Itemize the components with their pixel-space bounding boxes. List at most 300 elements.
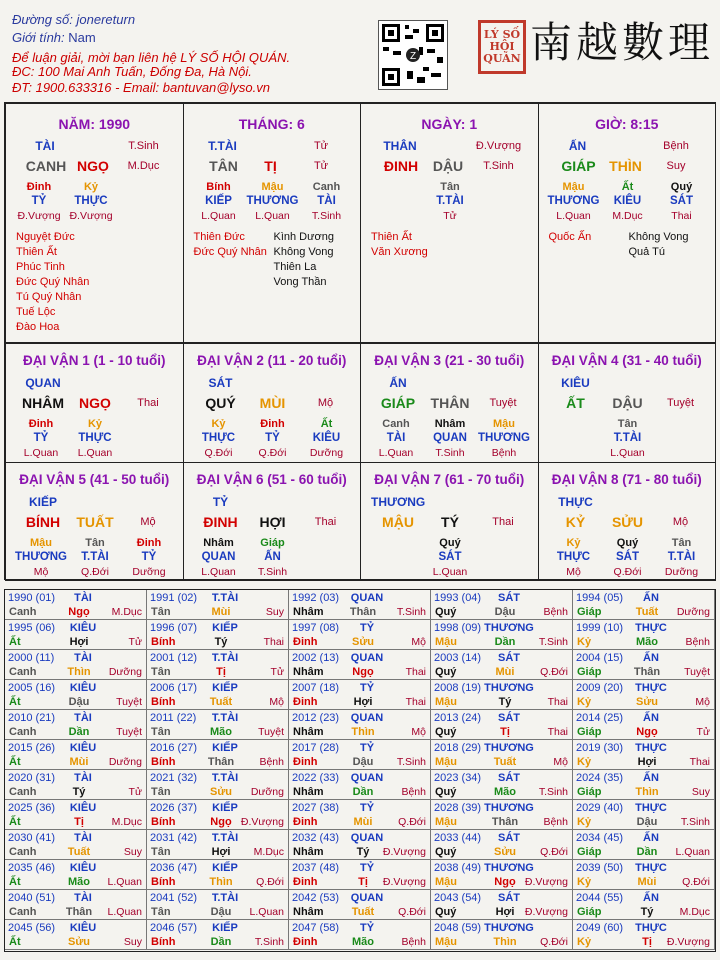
- year-cell: [289, 830, 431, 860]
- auspicious-star: Thiên Đức: [193, 231, 245, 243]
- star-list: [194, 230, 267, 260]
- year-stem: Kỷ: [577, 636, 592, 648]
- pillar-title: NGÀY: 1: [421, 116, 478, 132]
- year-label: 2004 (15): [576, 652, 624, 664]
- year-cell: [5, 800, 147, 830]
- year-cell: [289, 650, 431, 680]
- svg-text:Z: Z: [409, 51, 417, 62]
- year-label: 2047 (58): [292, 922, 340, 934]
- hidden-stem: Đinh: [260, 418, 285, 430]
- year-cell: [5, 920, 147, 950]
- earthly-branch: TÝ: [441, 514, 459, 530]
- year-branch: Tý: [640, 906, 654, 918]
- hidden-god: THỰC: [78, 432, 112, 444]
- dai-van-title: ĐẠI VẬN 7 (61 - 70 tuổi): [374, 472, 525, 487]
- year-label: 2000 (11): [8, 652, 55, 664]
- hidden-stage: Bệnh: [491, 447, 517, 459]
- hidden-stage: Thai: [671, 210, 692, 222]
- dai-van-title: ĐẠI VẬN 2 (11 - 20 tuổi): [197, 353, 347, 368]
- hidden-stem: Tân: [671, 537, 692, 549]
- year-stage: Thai: [547, 696, 568, 708]
- year-cell: [5, 620, 147, 650]
- year-label: 2002 (13): [292, 652, 340, 664]
- auspicious-star: Tuế Lộc: [16, 306, 56, 318]
- year-god: THỰC: [635, 682, 667, 694]
- year-stage: Tử: [128, 636, 142, 648]
- year-label: 2007 (18): [292, 682, 340, 694]
- year-label: 2019 (30): [576, 742, 624, 754]
- year-cell: [573, 650, 715, 680]
- dai-van-cell: [360, 462, 539, 581]
- heavenly-stem: KỶ: [565, 514, 586, 530]
- year-stage: Đ.Vượng: [666, 936, 710, 948]
- year-stem: Ất: [9, 756, 21, 768]
- earthly-branch: DẬU: [432, 158, 464, 174]
- ten-god: SÁT: [208, 376, 233, 390]
- year-stem: Bính: [151, 636, 176, 648]
- year-label: 2003 (14): [434, 652, 482, 664]
- hidden-stage: Q.Đới: [613, 566, 642, 578]
- year-stage: Đ.Vượng: [524, 906, 568, 918]
- year-branch: Tị: [500, 726, 510, 738]
- year-branch: Tý: [72, 786, 86, 798]
- heavenly-stem: GIÁP: [561, 158, 596, 174]
- ten-god: THÂN: [383, 139, 417, 153]
- hidden-god: T.TÀI: [436, 195, 464, 207]
- year-cell: [573, 860, 715, 890]
- year-branch: Thìn: [209, 876, 233, 888]
- year-stem: Ất: [9, 936, 21, 948]
- year-stage: Tử: [270, 666, 284, 678]
- year-stage: Đ.Vượng: [382, 876, 426, 888]
- hidden-god: KIÊU: [312, 432, 341, 444]
- year-branch: Hợi: [637, 756, 657, 768]
- hidden-stem: Ất: [621, 181, 634, 193]
- earthly-branch: THÌN: [609, 158, 642, 174]
- year-label: 2049 (60): [576, 922, 624, 934]
- year-god: KIÊU: [69, 682, 97, 694]
- annual-grid: [4, 589, 716, 952]
- brand-logo: 南越數理: [530, 18, 715, 67]
- year-stage: Dưỡng: [108, 666, 142, 678]
- hidden-stage: Q.Đới: [81, 566, 109, 578]
- year-cell: [5, 650, 147, 680]
- year-god: SÁT: [498, 652, 520, 664]
- year-stage: Dưỡng: [676, 606, 710, 618]
- pillar-cell: [360, 103, 539, 343]
- year-god: TỶ: [359, 622, 375, 634]
- year-cell: [147, 800, 289, 830]
- hidden-stem: Quý: [616, 537, 639, 549]
- year-god: KIẾP: [212, 922, 238, 934]
- year-god: TỶ: [359, 682, 375, 694]
- address-line: ĐC: 100 Mai Anh Tuấn, Đống Đa, Hà Nội.: [12, 64, 252, 79]
- year-god: T.TÀI: [211, 892, 239, 904]
- year-god: TÀI: [74, 832, 92, 844]
- year-cell: [289, 770, 431, 800]
- year-stage: Bệnh: [543, 816, 568, 828]
- chart-panel: [4, 102, 716, 580]
- life-stage: Mộ: [140, 516, 156, 528]
- hidden-stage: Đ.Vượng: [69, 210, 113, 222]
- year-stage: T.Sinh: [680, 816, 710, 828]
- year-label: 2046 (57): [150, 922, 198, 934]
- year-stage: Q.Đới: [682, 876, 710, 888]
- year-stage: Q.Đới: [398, 906, 426, 918]
- year-label: 2015 (26): [8, 742, 56, 754]
- ten-god: KIẾP: [28, 495, 57, 509]
- auspicious-star: Đức Quý Nhân: [16, 276, 90, 288]
- year-stem: Quý: [435, 666, 457, 678]
- year-god: ẤN: [643, 832, 659, 844]
- year-branch: Hợi: [69, 636, 89, 648]
- year-stem: Tân: [151, 726, 171, 738]
- year-stem: Mậu: [435, 816, 457, 828]
- inauspicious-star: Thiên La: [273, 261, 317, 273]
- year-cell: [147, 770, 289, 800]
- year-stem: Quý: [435, 786, 457, 798]
- year-god: KIÊU: [69, 622, 97, 634]
- hidden-god: QUAN: [433, 432, 467, 444]
- year-label: 1999 (10): [576, 622, 624, 634]
- year-stem: Tân: [151, 666, 171, 678]
- year-god: TỶ: [359, 802, 375, 814]
- year-stage: M.Dục: [111, 816, 142, 828]
- year-stem: Tân: [151, 786, 171, 798]
- year-cell: [431, 890, 573, 920]
- year-branch: Tuất: [351, 906, 375, 918]
- year-label: 2036 (47): [150, 862, 198, 874]
- year-stage: Bệnh: [543, 606, 568, 618]
- hidden-stage: Q.Đới: [258, 447, 287, 459]
- year-stage: Dưỡng: [250, 786, 284, 798]
- year-branch: Ngọ: [352, 666, 374, 678]
- year-branch: Thân: [633, 666, 661, 678]
- life-stage: Mộ: [672, 516, 689, 528]
- year-god: SÁT: [498, 772, 520, 784]
- hidden-stem: Mậu: [30, 537, 52, 549]
- hidden-stem: Canh: [382, 418, 410, 430]
- year-label: 2027 (38): [292, 802, 340, 814]
- year-branch: Mão: [352, 936, 374, 948]
- year-branch: Dần: [636, 846, 658, 858]
- year-cell: [289, 740, 431, 770]
- dai-van-cell: [5, 462, 184, 581]
- year-stem: Tân: [151, 906, 171, 918]
- hidden-stage: M.Dục: [612, 210, 643, 222]
- year-label: 2024 (35): [576, 772, 624, 784]
- year-branch: Tị: [358, 876, 368, 888]
- life-stage: Tử: [313, 140, 329, 152]
- year-stage: Mộ: [695, 696, 710, 708]
- year-god: KIẾP: [212, 622, 238, 634]
- year-cell: [431, 620, 573, 650]
- year-branch: Mão: [210, 726, 232, 738]
- year-cell: [431, 770, 573, 800]
- year-stem: Kỷ: [577, 696, 592, 708]
- year-god: SÁT: [498, 712, 520, 724]
- year-stage: Q.Đới: [540, 936, 568, 948]
- year-label: 2033 (44): [434, 832, 482, 844]
- year-label: 2006 (17): [150, 682, 198, 694]
- year-stage: Q.Đới: [398, 816, 426, 828]
- dai-van-cell: [183, 462, 362, 581]
- pillar-title: NĂM: 1990: [58, 116, 131, 132]
- year-god: KIÊU: [69, 862, 97, 874]
- year-label: 2005 (16): [8, 682, 56, 694]
- year-stage: M.Dục: [679, 906, 710, 918]
- year-label: 1995 (06): [8, 622, 56, 634]
- earthly-branch: MÙI: [259, 395, 286, 411]
- year-god: T.TÀI: [211, 832, 239, 844]
- seal-stamp: LÝ SỐ HỘI QUÁN: [478, 20, 526, 74]
- hidden-stem: Kỷ: [83, 181, 99, 193]
- year-stage: Tuyệt: [258, 726, 284, 738]
- hidden-god: KIÊU: [613, 195, 642, 207]
- year-cell: [147, 590, 289, 620]
- dai-van-title: ĐẠI VẬN 8 (71 - 80 tuổi): [551, 472, 702, 487]
- year-stem: Bính: [151, 876, 176, 888]
- year-branch: Sửu: [209, 786, 233, 798]
- hidden-god: THƯƠNG: [478, 432, 530, 444]
- year-label: 1996 (07): [150, 622, 198, 634]
- year-stage: L.Quan: [249, 906, 284, 918]
- year-label: 2029 (40): [576, 802, 624, 814]
- inauspicious-star: Không Vong: [628, 231, 689, 243]
- year-label: 2044 (55): [576, 892, 624, 904]
- hidden-stem: Bính: [206, 181, 231, 193]
- year-cell: [5, 890, 147, 920]
- year-stage: Đ.Vượng: [240, 816, 284, 828]
- year-cell: [289, 800, 431, 830]
- year-branch: Ngọ: [636, 726, 658, 738]
- year-branch: Dần: [352, 786, 374, 798]
- star-list: [16, 230, 89, 335]
- year-stage: T.Sinh: [254, 936, 284, 948]
- heavenly-stem: ẤT: [566, 395, 585, 411]
- year-stem: Canh: [9, 846, 37, 858]
- hidden-stage: T.Sinh: [311, 210, 342, 222]
- hidden-god: SÁT: [438, 551, 462, 563]
- year-stem: Giáp: [577, 906, 602, 918]
- hidden-stage: Dưỡng: [309, 447, 344, 459]
- year-label: 2038 (49): [434, 862, 482, 874]
- year-cell: [573, 710, 715, 740]
- year-label: 2025 (36): [8, 802, 56, 814]
- year-branch: Mão: [494, 786, 516, 798]
- hidden-stage: Q.Đới: [204, 447, 233, 459]
- star-list: [371, 230, 428, 260]
- star-list-2: [629, 230, 689, 260]
- year-stage: Đ.Vượng: [382, 846, 426, 858]
- year-god: TÀI: [74, 652, 92, 664]
- earthly-branch: SỬU: [611, 514, 644, 530]
- year-stem: Nhâm: [293, 786, 324, 798]
- hidden-god: TÀI: [386, 432, 406, 444]
- year-stage: M.Dục: [111, 606, 142, 618]
- auspicious-star: Đào Hoa: [16, 321, 60, 333]
- earthly-branch: HỢI: [259, 514, 286, 530]
- branch-stage: Tử: [313, 160, 329, 172]
- year-label: 2020 (31): [8, 772, 56, 784]
- year-cell: [147, 860, 289, 890]
- year-stage: Tử: [696, 726, 710, 738]
- year-god: T.TÀI: [211, 652, 239, 664]
- year-stem: Đinh: [293, 696, 318, 708]
- year-stem: Nhâm: [293, 606, 324, 618]
- year-god: QUAN: [350, 892, 384, 904]
- year-branch: Mùi: [495, 666, 515, 678]
- year-stem: Mậu: [435, 876, 457, 888]
- gender-label: Giới tính:: [12, 30, 65, 45]
- year-label: 1998 (09): [434, 622, 482, 634]
- year-god: THỰC: [635, 622, 667, 634]
- year-branch: Ngọ: [68, 606, 90, 618]
- year-cell: [147, 740, 289, 770]
- year-branch: Sửu: [493, 846, 517, 858]
- year-god: TÀI: [74, 592, 92, 604]
- year-god: THỰC: [635, 802, 667, 814]
- year-label: 1997 (08): [292, 622, 340, 634]
- auspicious-star: Nguyệt Đức: [16, 231, 75, 243]
- year-god: TÀI: [74, 892, 92, 904]
- auspicious-star: Thiên Ất: [371, 231, 412, 243]
- year-cell: [431, 860, 573, 890]
- year-cell: [289, 920, 431, 950]
- year-stem: Giáp: [577, 846, 602, 858]
- auspicious-star: Phúc Tinh: [16, 261, 65, 273]
- year-label: 2014 (25): [576, 712, 624, 724]
- year-stage: L.Quan: [107, 906, 142, 918]
- year-stage: Q.Đới: [540, 846, 568, 858]
- auspicious-star: Đức Quý Nhân: [193, 246, 267, 258]
- year-stem: Ất: [9, 816, 21, 828]
- year-stage: M.Dục: [253, 846, 284, 858]
- year-label: 2012 (23): [292, 712, 340, 724]
- year-god: TỶ: [359, 742, 375, 754]
- year-label: 2035 (46): [8, 862, 56, 874]
- hidden-stem: Giáp: [260, 537, 285, 549]
- year-stage: T.Sinh: [538, 786, 568, 798]
- ten-god: QUAN: [25, 376, 61, 390]
- hidden-stage: L.Quan: [378, 447, 414, 459]
- hidden-god: TÀI: [317, 195, 336, 207]
- year-cell: [5, 680, 147, 710]
- life-stage: T.Sinh: [128, 140, 159, 152]
- year-label: 2010 (21): [8, 712, 56, 724]
- hidden-stage: L.Quan: [201, 566, 236, 578]
- heavenly-stem: ĐINH: [203, 514, 238, 530]
- hidden-stem: Kỷ: [211, 418, 226, 430]
- year-branch: Thân: [65, 906, 93, 918]
- life-stage: Mộ: [317, 397, 334, 409]
- year-god: KIÊU: [69, 742, 97, 754]
- hidden-stage: T.Sinh: [257, 566, 288, 578]
- auspicious-star: Tú Quý Nhân: [16, 291, 82, 303]
- year-god: T.TÀI: [211, 592, 239, 604]
- year-stem: Đinh: [293, 636, 318, 648]
- dai-van-cell: [183, 343, 362, 463]
- hidden-stem: Kỷ: [87, 418, 103, 430]
- ten-god: ẤN: [389, 376, 407, 390]
- year-label: 2026 (37): [150, 802, 198, 814]
- year-stem: Bính: [151, 696, 176, 708]
- hidden-god: KIẾP: [205, 195, 232, 207]
- year-cell: [289, 590, 431, 620]
- year-label: 2031 (42): [150, 832, 198, 844]
- pillar-cell: [538, 103, 717, 343]
- year-label: 2037 (48): [292, 862, 340, 874]
- hidden-god: TỶ: [31, 195, 47, 207]
- year-cell: [5, 740, 147, 770]
- hidden-stem: Ất: [320, 418, 333, 430]
- auspicious-star: Quốc Ấn: [548, 231, 592, 243]
- year-label: 2008 (19): [434, 682, 482, 694]
- year-label: 2041 (52): [150, 892, 198, 904]
- year-branch: Thân: [207, 756, 235, 768]
- year-god: SÁT: [498, 832, 520, 844]
- year-label: 2028 (39): [434, 802, 482, 814]
- hidden-god: TỶ: [265, 432, 280, 444]
- pillar-cell: [183, 103, 362, 343]
- year-cell: [573, 770, 715, 800]
- ten-god: THỰC: [558, 495, 593, 509]
- hidden-stage: L.Quan: [201, 210, 236, 222]
- year-god: THỰC: [635, 742, 667, 754]
- year-god: ẤN: [643, 712, 659, 724]
- year-god: TÀI: [74, 772, 92, 784]
- year-cell: [289, 680, 431, 710]
- hidden-god: TỶ: [33, 432, 49, 444]
- dai-van-cell: [538, 462, 717, 581]
- ten-god: T.TÀI: [208, 139, 237, 153]
- hidden-stem: Đinh: [136, 537, 162, 549]
- year-stem: Quý: [435, 906, 457, 918]
- heavenly-stem: NHÂM: [22, 395, 64, 411]
- dai-van-cell: [5, 343, 184, 463]
- year-stage: L.Quan: [107, 876, 142, 888]
- year-cell: [147, 650, 289, 680]
- year-stage: Mộ: [411, 636, 426, 648]
- year-stage: Bệnh: [259, 756, 284, 768]
- inauspicious-star: Quả Tú: [628, 246, 665, 258]
- hidden-god: T.TÀI: [81, 551, 109, 563]
- year-stage: Q.Đới: [540, 666, 568, 678]
- year-branch: Dần: [210, 936, 232, 948]
- hidden-god: SÁT: [670, 195, 693, 207]
- year-label: 2023 (34): [434, 772, 482, 784]
- year-cell: [573, 680, 715, 710]
- year-god: ẤN: [643, 592, 659, 604]
- year-stem: Quý: [435, 606, 457, 618]
- year-cell: [5, 830, 147, 860]
- year-branch: Ngọ: [494, 876, 516, 888]
- year-branch: Mùi: [69, 756, 89, 768]
- year-cell: [431, 650, 573, 680]
- pillar-title: GIỜ: 8:15: [595, 116, 659, 132]
- year-label: 2043 (54): [434, 892, 482, 904]
- year-god: TỶ: [359, 862, 375, 874]
- year-stem: Canh: [9, 786, 37, 798]
- year-stem: Giáp: [577, 606, 602, 618]
- contact-line: Để luận giải, mời bạn liên hệ LÝ SỐ HỘI QUÁN.: [12, 50, 291, 65]
- dai-van-title: ĐẠI VẬN 5 (41 - 50 tuổi): [19, 472, 170, 487]
- year-god: KIẾP: [212, 802, 238, 814]
- year-branch: Dậu: [68, 696, 90, 708]
- year-branch: Sửu: [67, 936, 91, 948]
- year-branch: Mão: [636, 636, 658, 648]
- year-stage: T.Sinh: [396, 606, 426, 618]
